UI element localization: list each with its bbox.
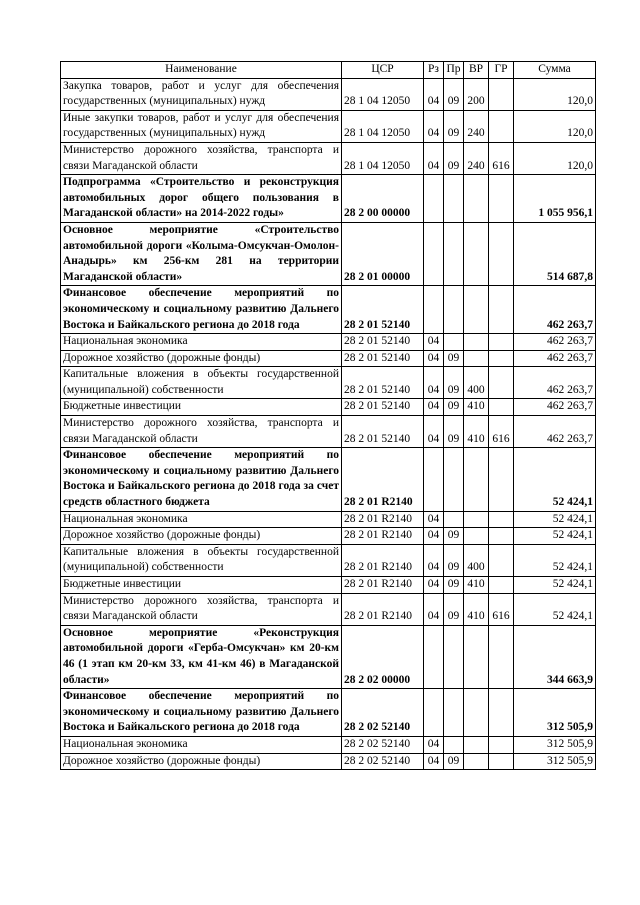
- row-vr: 410: [464, 416, 489, 448]
- row-rz: 04: [424, 544, 444, 576]
- row-sum: 1 055 956,1: [514, 175, 596, 223]
- row-name: Бюджетные инвестиции: [61, 577, 342, 594]
- row-sum: 462 263,7: [514, 350, 596, 367]
- row-pr: [444, 448, 464, 511]
- row-rz: [424, 175, 444, 223]
- table-row: [61, 142, 596, 174]
- row-pr: 09: [444, 528, 464, 545]
- table-row: [61, 416, 596, 448]
- table-row: [61, 222, 596, 285]
- row-sum: 120,0: [514, 110, 596, 142]
- table-row: [61, 736, 596, 753]
- row-gr: [489, 78, 514, 110]
- row-pr: 09: [444, 367, 464, 399]
- row-csr: 28 2 02 52140: [342, 736, 424, 753]
- row-csr: 28 2 02 00000: [342, 625, 424, 688]
- row-name: Дорожное хозяйство (дорожные фонды): [61, 350, 342, 367]
- row-sum: 514 687,8: [514, 222, 596, 285]
- row-gr: [489, 544, 514, 576]
- header-pr: Пр: [444, 62, 464, 79]
- row-pr: 09: [444, 110, 464, 142]
- row-vr: [464, 448, 489, 511]
- row-csr: 28 2 01 52140: [342, 399, 424, 416]
- row-gr: [489, 528, 514, 545]
- row-gr: 616: [489, 416, 514, 448]
- row-rz: 04: [424, 334, 444, 351]
- header-vr: ВР: [464, 62, 489, 79]
- row-name: Дорожное хозяйство (дорожные фонды): [61, 528, 342, 545]
- row-pr: 09: [444, 753, 464, 770]
- header-csr: ЦСР: [342, 62, 424, 79]
- row-csr: 28 2 01 52140: [342, 350, 424, 367]
- table-row: [61, 593, 596, 625]
- row-pr: 09: [444, 577, 464, 594]
- row-sum: 462 263,7: [514, 416, 596, 448]
- row-csr: 28 2 01 R2140: [342, 448, 424, 511]
- table-row: [61, 528, 596, 545]
- row-pr: 09: [444, 142, 464, 174]
- row-name: Подпрограмма «Строительство и реконструкция автомобильных дорог общего пользования в Магаданской области» на 2014-2022 годы»: [61, 175, 342, 223]
- table-row: [61, 544, 596, 576]
- row-name: Финансовое обеспечение мероприятий по экономическому и социальному развитию Дальнего Востока и Байкальского региона до 2018 года: [61, 689, 342, 737]
- table-row: [61, 350, 596, 367]
- row-vr: 410: [464, 399, 489, 416]
- row-vr: [464, 286, 489, 334]
- budget-table: [60, 61, 596, 770]
- row-sum: 120,0: [514, 78, 596, 110]
- row-vr: [464, 511, 489, 528]
- row-name: Капитальные вложения в объекты государственной (муниципальной) собственности: [61, 544, 342, 576]
- row-name: Министерство дорожного хозяйства, транспорта и связи Магаданской области: [61, 593, 342, 625]
- row-pr: [444, 222, 464, 285]
- row-sum: 344 663,9: [514, 625, 596, 688]
- table-row: [61, 625, 596, 688]
- row-rz: 04: [424, 528, 444, 545]
- row-csr: 28 2 01 00000: [342, 222, 424, 285]
- row-rz: 04: [424, 78, 444, 110]
- row-pr: [444, 625, 464, 688]
- row-pr: [444, 286, 464, 334]
- row-gr: [489, 367, 514, 399]
- row-gr: [489, 736, 514, 753]
- table-row: [61, 367, 596, 399]
- row-gr: [489, 350, 514, 367]
- row-rz: 04: [424, 367, 444, 399]
- row-pr: 09: [444, 399, 464, 416]
- row-sum: 312 505,9: [514, 736, 596, 753]
- table-row: [61, 511, 596, 528]
- table-row: [61, 399, 596, 416]
- row-csr: 28 2 01 52140: [342, 286, 424, 334]
- row-pr: [444, 689, 464, 737]
- row-rz: 04: [424, 753, 444, 770]
- table-row: [61, 689, 596, 737]
- row-name: Бюджетные инвестиции: [61, 399, 342, 416]
- row-gr: [489, 753, 514, 770]
- row-vr: 400: [464, 544, 489, 576]
- row-vr: [464, 753, 489, 770]
- row-vr: [464, 350, 489, 367]
- row-name: Закупка товаров, работ и услуг для обеспечения государственных (муниципальных) нужд: [61, 78, 342, 110]
- row-rz: [424, 689, 444, 737]
- row-pr: 09: [444, 544, 464, 576]
- row-vr: 200: [464, 78, 489, 110]
- row-csr: 28 2 01 52140: [342, 416, 424, 448]
- row-gr: [489, 334, 514, 351]
- row-sum: 52 424,1: [514, 544, 596, 576]
- row-name: Национальная экономика: [61, 511, 342, 528]
- row-vr: [464, 175, 489, 223]
- row-pr: 09: [444, 350, 464, 367]
- row-name: Министерство дорожного хозяйства, транспорта и связи Магаданской области: [61, 416, 342, 448]
- row-csr: 28 2 01 52140: [342, 367, 424, 399]
- row-pr: 09: [444, 416, 464, 448]
- row-rz: [424, 222, 444, 285]
- table-row: [61, 753, 596, 770]
- row-vr: [464, 689, 489, 737]
- row-csr: 28 2 01 R2140: [342, 544, 424, 576]
- row-rz: [424, 448, 444, 511]
- row-gr: [489, 448, 514, 511]
- row-name: Национальная экономика: [61, 334, 342, 351]
- row-sum: 462 263,7: [514, 286, 596, 334]
- row-csr: 28 1 04 12050: [342, 142, 424, 174]
- row-csr: 28 1 04 12050: [342, 78, 424, 110]
- row-gr: [489, 625, 514, 688]
- row-sum: 312 505,9: [514, 689, 596, 737]
- row-vr: 240: [464, 142, 489, 174]
- row-rz: [424, 625, 444, 688]
- row-csr: 28 2 00 00000: [342, 175, 424, 223]
- row-name: Министерство дорожного хозяйства, транспорта и связи Магаданской области: [61, 142, 342, 174]
- row-sum: 312 505,9: [514, 753, 596, 770]
- row-vr: [464, 334, 489, 351]
- header-rz: Рз: [424, 62, 444, 79]
- row-sum: 120,0: [514, 142, 596, 174]
- row-sum: 462 263,7: [514, 399, 596, 416]
- row-pr: 09: [444, 593, 464, 625]
- header-gr: ГР: [489, 62, 514, 79]
- row-vr: 400: [464, 367, 489, 399]
- row-gr: [489, 110, 514, 142]
- row-sum: 52 424,1: [514, 577, 596, 594]
- row-vr: [464, 625, 489, 688]
- row-gr: 616: [489, 142, 514, 174]
- row-vr: 240: [464, 110, 489, 142]
- row-name: Капитальные вложения в объекты государственной (муниципальной) собственности: [61, 367, 342, 399]
- table-row: [61, 175, 596, 223]
- row-name: Дорожное хозяйство (дорожные фонды): [61, 753, 342, 770]
- row-sum: 52 424,1: [514, 511, 596, 528]
- row-rz: 04: [424, 110, 444, 142]
- row-vr: 410: [464, 577, 489, 594]
- row-rz: 04: [424, 511, 444, 528]
- row-gr: [489, 511, 514, 528]
- row-sum: 52 424,1: [514, 593, 596, 625]
- header-sum: Сумма: [514, 62, 596, 79]
- row-csr: 28 2 02 52140: [342, 689, 424, 737]
- row-pr: [444, 334, 464, 351]
- row-csr: 28 2 01 R2140: [342, 577, 424, 594]
- header-name: Наименование: [61, 62, 342, 79]
- row-gr: [489, 399, 514, 416]
- table-row: [61, 448, 596, 511]
- row-gr: 616: [489, 593, 514, 625]
- row-rz: 04: [424, 736, 444, 753]
- row-name: Основное мероприятие «Строительство автомобильной дороги «Колыма-Омсукчан-Омолон-Анадырь» км 256-км 281 на территории Магаданской области»: [61, 222, 342, 285]
- row-rz: [424, 286, 444, 334]
- table-header-row: [61, 62, 596, 79]
- table-row: [61, 78, 596, 110]
- row-sum: 462 263,7: [514, 334, 596, 351]
- row-name: Основное мероприятие «Реконструкция автомобильной дороги «Герба-Омсукчан» км 20-км 46 (1 этап км 20-км 33, км 41-км 46) в Магаданской области»: [61, 625, 342, 688]
- row-name: Финансовое обеспечение мероприятий по экономическому и социальному развитию Дальнего Востока и Байкальского региона до 2018 года: [61, 286, 342, 334]
- row-sum: 52 424,1: [514, 448, 596, 511]
- row-sum: 462 263,7: [514, 367, 596, 399]
- row-sum: 52 424,1: [514, 528, 596, 545]
- row-name: Национальная экономика: [61, 736, 342, 753]
- row-vr: [464, 222, 489, 285]
- row-gr: [489, 577, 514, 594]
- row-csr: 28 2 01 52140: [342, 334, 424, 351]
- row-pr: [444, 175, 464, 223]
- row-gr: [489, 689, 514, 737]
- row-csr: 28 2 02 52140: [342, 753, 424, 770]
- row-csr: 28 2 01 R2140: [342, 528, 424, 545]
- table-row: [61, 286, 596, 334]
- row-pr: [444, 736, 464, 753]
- row-csr: 28 2 01 R2140: [342, 511, 424, 528]
- table-row: [61, 110, 596, 142]
- row-csr: 28 1 04 12050: [342, 110, 424, 142]
- table-row: [61, 334, 596, 351]
- row-vr: [464, 528, 489, 545]
- row-name: Иные закупки товаров, работ и услуг для обеспечения государственных (муниципальных) нужд: [61, 110, 342, 142]
- row-rz: 04: [424, 350, 444, 367]
- row-gr: [489, 222, 514, 285]
- row-rz: 04: [424, 142, 444, 174]
- table-row: [61, 577, 596, 594]
- row-csr: 28 2 01 R2140: [342, 593, 424, 625]
- row-rz: 04: [424, 577, 444, 594]
- row-pr: [444, 511, 464, 528]
- row-gr: [489, 175, 514, 223]
- row-vr: [464, 736, 489, 753]
- table-body: [61, 78, 596, 770]
- row-name: Финансовое обеспечение мероприятий по экономическому и социальному развитию Дальнего Востока и Байкальского региона до 2018 года за счет средств областного бюджета: [61, 448, 342, 511]
- row-gr: [489, 286, 514, 334]
- row-rz: 04: [424, 416, 444, 448]
- row-pr: 09: [444, 78, 464, 110]
- row-rz: 04: [424, 593, 444, 625]
- row-vr: 410: [464, 593, 489, 625]
- row-rz: 04: [424, 399, 444, 416]
